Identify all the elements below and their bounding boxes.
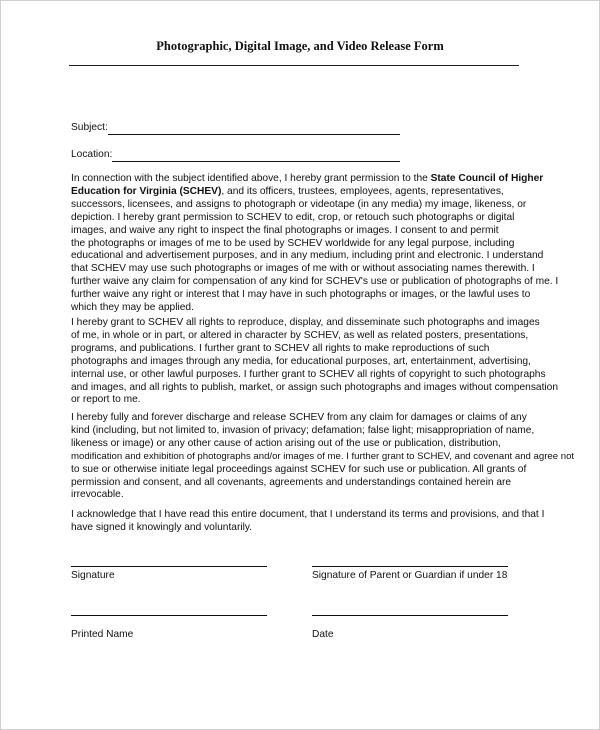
paragraph-line: which they may be applied.	[71, 302, 194, 314]
parent-signature-line[interactable]	[312, 566, 508, 567]
signature-line[interactable]	[71, 566, 267, 567]
paragraph-line: modification and exhibition of photographs and/or images of me. I further grant to SCHEV, and covenant and agree not	[71, 450, 575, 462]
paragraph-line: successors, licensees, and assigns to photograph or videotape (in any media) my image, likeness, or	[71, 198, 527, 210]
release-paragraph	[71, 412, 575, 502]
acknowledgement-paragraph	[71, 509, 545, 535]
paragraph-line: further waive any claim for compensation of any kind for SCHEV's use or publication of photographs of me. I	[71, 276, 559, 288]
paragraph-line: likeness or image) or any other cause of action arising out of the use or publication, distribution,	[71, 437, 501, 449]
paragraph-line: have signed it knowingly and voluntarily.	[71, 521, 253, 533]
location-label: Location:	[71, 149, 113, 160]
location-field-row	[71, 149, 112, 160]
paragraph-line: educational and advertisement purposes, and in any medium, including print and electronic. I understand	[71, 250, 544, 262]
paragraph-line: to sue or otherwise initiate legal proceedings against SCHEV for such use or publication. All grants of	[71, 463, 527, 475]
subject-label: Subject:	[71, 122, 108, 133]
paragraph-line: depiction. I hereby grant permission to SCHEV to edit, crop, or retouch such photographs or digital	[71, 211, 515, 223]
title-divider	[69, 65, 519, 66]
date-line[interactable]	[312, 615, 508, 616]
paragraph-line: the photographs or images of me to be used by SCHEV worldwide for any legal purpose, including	[71, 237, 515, 249]
paragraph-line: I acknowledge that I have read this entire document, that I understand its terms and provisions, and that I	[71, 509, 545, 520]
signature-label: Signature	[71, 570, 115, 581]
paragraph-line: further waive any right or interest that I may have in such photographs or images, or the lawful uses to	[71, 289, 531, 301]
location-input-line[interactable]	[112, 161, 400, 162]
paragraph-line: In connection with the subject identified above, I hereby grant permission to the State Council of Higher	[71, 173, 544, 184]
paragraph-line: irrevocable.	[71, 489, 124, 501]
paragraph-line: I hereby grant to SCHEV all rights to reproduce, display, and disseminate such photographs and images	[71, 317, 540, 328]
paragraph-line: photographs and images through any media, for educational purposes, art, entertainment, advertising,	[71, 355, 531, 367]
institution-name-bold: State Council of Higher	[430, 173, 544, 184]
subject-input-line[interactable]	[108, 134, 400, 135]
paragraph-line: images, and waive any right to inspect the final photographs or images. I consent to and permit	[71, 224, 499, 236]
parent-signature-label: Signature of Parent or Guardian if under 18	[312, 570, 508, 581]
institution-name-bold: Education for Virginia (SCHEV)	[71, 185, 222, 197]
paragraph-line: programs, and publications. I further grant to SCHEV all rights to make reproductions of such	[71, 342, 490, 354]
paragraph-line: I hereby fully and forever discharge and release SCHEV from any claim for damages or claims of any	[71, 412, 527, 423]
paragraph-line: Education for Virginia (SCHEV), and its officers, trustees, employees, agents, representatives,	[71, 185, 504, 197]
paragraph-line: of me, in whole or in part, or altered in character by SCHEV, as well as related posters, presentations,	[71, 329, 529, 341]
paragraph-line: kind (including, but not limited to, invasion of privacy; defamation; false light; misappropriation of name,	[71, 424, 535, 436]
paragraph-line: and images, and all rights to publish, market, or assign such photographs and images without compensation	[71, 381, 559, 393]
form-title: Photographic, Digital Image, and Video Release Form	[156, 39, 444, 53]
subject-field-row	[71, 122, 108, 133]
paragraph-line: or report to me.	[71, 394, 141, 406]
printed-name-line[interactable]	[71, 615, 267, 616]
paragraph-line: that SCHEV may use such photographs or images of me with or without associating names therewith. I	[71, 263, 535, 275]
paragraph-line: permission and consent, and all covenants, agreements and understandings contained herein are	[71, 476, 512, 488]
date-label: Date	[312, 629, 334, 640]
rights-grant-paragraph	[71, 317, 559, 407]
consent-paragraph	[71, 173, 559, 315]
paragraph-line: internal use, or other lawful purposes. I further grant to SCHEV all rights of copyright to such photographs	[71, 368, 546, 380]
printed-name-label: Printed Name	[71, 629, 134, 640]
